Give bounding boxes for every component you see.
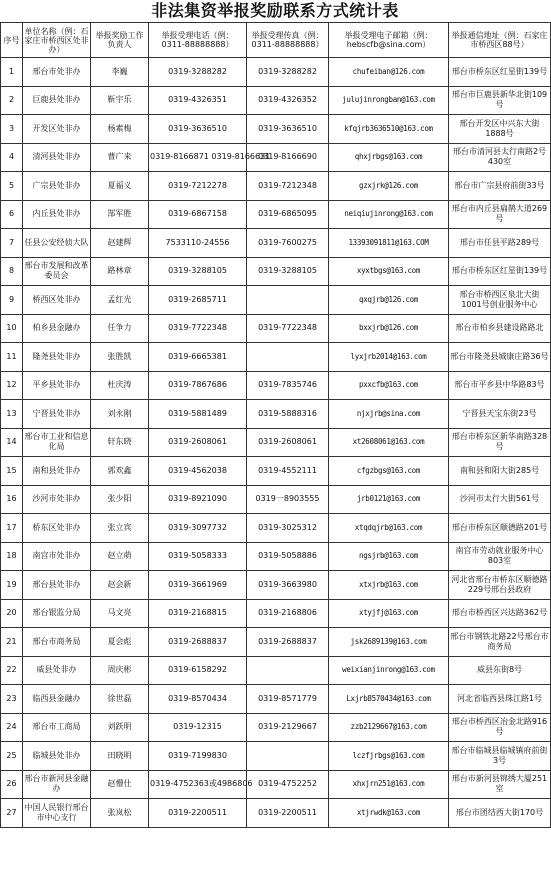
phone-number: 0319-8570434 — [149, 685, 247, 714]
unit-name: 沙河市处非办 — [23, 485, 91, 514]
row-number: 14 — [1, 428, 23, 457]
phone-number: 0319-2168815 — [149, 599, 247, 628]
mailing-address: 邢台市新河县锦绣大厦251室 — [449, 770, 551, 799]
contact-person: 张少阳 — [91, 485, 149, 514]
email-address: julujinrongban@163.com — [329, 86, 449, 115]
unit-name: 邢台市工商局 — [23, 713, 91, 742]
fax-number: 0319-4752252 — [247, 770, 329, 799]
table-row — [1, 713, 551, 742]
contact-person: 夏会彪 — [91, 628, 149, 657]
email-address: xtqdqjrb@163.com — [329, 514, 449, 543]
email-address: zzb2129667@163.com — [329, 713, 449, 742]
contact-person: 马文亮 — [91, 599, 149, 628]
table-row — [1, 172, 551, 201]
contact-person: 赵懵仕 — [91, 770, 149, 799]
phone-number: 0319-3097732 — [149, 514, 247, 543]
fax-number: 0319-4552111 — [247, 457, 329, 486]
contact-person: 任争力 — [91, 314, 149, 343]
email-address: xtxjrb@163.com — [329, 571, 449, 600]
mailing-address: 邢台市临城县临城镇府前街3号 — [449, 742, 551, 771]
row-number: 15 — [1, 457, 23, 486]
phone-number: 0319-2688837 — [149, 628, 247, 657]
mailing-address: 邢台市桥西区泉北大街1001号创业服务中心 — [449, 286, 551, 315]
mailing-address: 河北省邢台市桥东区顺德路229号邢台县政府 — [449, 571, 551, 600]
contact-person: 杜庆涛 — [91, 371, 149, 400]
phone-number: 0319-8921090 — [149, 485, 247, 514]
phone-number: 0319-5058333 — [149, 542, 247, 571]
contact-person: 徐世磊 — [91, 685, 149, 714]
email-address: xyxtbgs@163.com — [329, 257, 449, 286]
email-address: gzxjrk@126.com — [329, 172, 449, 201]
unit-name: 巨鹿县处非办 — [23, 86, 91, 115]
table-row — [1, 286, 551, 315]
unit-name: 桥东区处非办 — [23, 514, 91, 543]
unit-name: 南和县处非办 — [23, 457, 91, 486]
phone-number: 7533110-24556 — [149, 229, 247, 258]
email-address: xt2608061@163.com — [329, 428, 449, 457]
table-row — [1, 685, 551, 714]
mailing-address: 邢台市桥西区冶金北路916号 — [449, 713, 551, 742]
mailing-address: 邢台市平乡县中华路83号 — [449, 371, 551, 400]
mailing-address: 邢台市柏乡县建设路路北 — [449, 314, 551, 343]
row-number: 16 — [1, 485, 23, 514]
unit-name: 临城县处非办 — [23, 742, 91, 771]
phone-number: 0319-6665381 — [149, 343, 247, 372]
header-address: 举报通信地址（例：石家庄市桥西区88号） — [449, 23, 551, 58]
email-address: xtyjfj@163.com — [329, 599, 449, 628]
unit-name: 桥西区处非办 — [23, 286, 91, 315]
table-row — [1, 571, 551, 600]
fax-number — [247, 343, 329, 372]
contact-person: 刘跃明 — [91, 713, 149, 742]
table-row — [1, 542, 551, 571]
phone-number: 0319-4326351 — [149, 86, 247, 115]
phone-number: 0319-3636510 — [149, 115, 247, 144]
contact-table — [0, 22, 551, 828]
mailing-address: 河北省临西县珠江路1号 — [449, 685, 551, 714]
row-number: 20 — [1, 599, 23, 628]
row-number: 25 — [1, 742, 23, 771]
table-row — [1, 257, 551, 286]
contact-person: 靳宇乐 — [91, 86, 149, 115]
header-num: 序号 — [1, 23, 23, 58]
mailing-address: 邢台市钢铁北路22号邢台市商务局 — [449, 628, 551, 657]
email-address: chufeiban@126.com — [329, 58, 449, 87]
row-number: 3 — [1, 115, 23, 144]
unit-name: 任县公安经侦大队 — [23, 229, 91, 258]
row-number: 12 — [1, 371, 23, 400]
row-number: 5 — [1, 172, 23, 201]
table-row — [1, 115, 551, 144]
email-address: Lxjrb8570434@163.com — [329, 685, 449, 714]
table-row — [1, 58, 551, 87]
mailing-address: 邢台市桥东区新华南路328号 — [449, 428, 551, 457]
contact-person: 郜军胜 — [91, 200, 149, 229]
mailing-address: 邢台市任县平路289号 — [449, 229, 551, 258]
table-row — [1, 314, 551, 343]
email-address: xhxjrn251@163.com — [329, 770, 449, 799]
row-number: 24 — [1, 713, 23, 742]
unit-name: 邢台市商务局 — [23, 628, 91, 657]
unit-name: 南宫市处非办 — [23, 542, 91, 571]
header-fax: 举报受理传真（例：0311-88888888） — [247, 23, 329, 58]
phone-number: 0319-2200511 — [149, 799, 247, 828]
fax-number: 0319-7722348 — [247, 314, 329, 343]
fax-number: 0319-5058886 — [247, 542, 329, 571]
table-row — [1, 742, 551, 771]
mailing-address: 南宫市劳动就业服务中心803室 — [449, 542, 551, 571]
email-address: jsk2689139@163.com — [329, 628, 449, 657]
fax-number: 0319一8903555 — [247, 485, 329, 514]
mailing-address: 邢台市桥西区兴达路362号 — [449, 599, 551, 628]
fax-number: 0319-2200511 — [247, 799, 329, 828]
phone-number: 0319-4752363或4986806 — [149, 770, 247, 799]
fax-number: 0319-8166690 — [247, 143, 329, 172]
row-number: 4 — [1, 143, 23, 172]
table-row — [1, 200, 551, 229]
mailing-address: 沙河市太行大街561号 — [449, 485, 551, 514]
phone-number: 0319-7867686 — [149, 371, 247, 400]
fax-number: 0319-4326352 — [247, 86, 329, 115]
header-row — [1, 23, 551, 58]
table-row — [1, 343, 551, 372]
table-row — [1, 599, 551, 628]
email-address: qhxjrbgs@163.com — [329, 143, 449, 172]
table-row — [1, 143, 551, 172]
email-address: kfqjrb3636510@163.com — [329, 115, 449, 144]
table-row — [1, 656, 551, 685]
email-address: 13393091811@163.COM — [329, 229, 449, 258]
email-address: qxqjrb@126.com — [329, 286, 449, 315]
header-tel: 举报受理电话（例：0311-88888888） — [149, 23, 247, 58]
table-row — [1, 400, 551, 429]
row-number: 18 — [1, 542, 23, 571]
row-number: 11 — [1, 343, 23, 372]
fax-number: 0319-3288282 — [247, 58, 329, 87]
contact-person: 刘永刚 — [91, 400, 149, 429]
row-number: 22 — [1, 656, 23, 685]
header-unit: 单位名称（例：石家庄市桥西区处非办） — [23, 23, 91, 58]
contact-person: 赵会新 — [91, 571, 149, 600]
fax-number: 0319-7835746 — [247, 371, 329, 400]
unit-name: 宁晋县处非办 — [23, 400, 91, 429]
mailing-address: 邢台市清河县太行南路2号430室 — [449, 143, 551, 172]
phone-number: 0319-2685711 — [149, 286, 247, 315]
contact-person: 路林章 — [91, 257, 149, 286]
phone-number: 0319-8166871 0319-8166631 — [149, 143, 247, 172]
contact-person: 郭欢鑫 — [91, 457, 149, 486]
table-row — [1, 86, 551, 115]
contact-person: 杨素梅 — [91, 115, 149, 144]
fax-number: 0319-8571779 — [247, 685, 329, 714]
phone-number: 0319-3661969 — [149, 571, 247, 600]
email-address: njxjrb@sina.com — [329, 400, 449, 429]
mailing-address: 邢台市团结西大街170号 — [449, 799, 551, 828]
row-number: 1 — [1, 58, 23, 87]
email-address: jrb0121@163.com — [329, 485, 449, 514]
mailing-address: 宁晋县天宝东街23号 — [449, 400, 551, 429]
contact-person: 张岚松 — [91, 799, 149, 828]
header-person: 举报奖励工作负责人 — [91, 23, 149, 58]
row-number: 8 — [1, 257, 23, 286]
unit-name: 邢台市发展和改革委员会 — [23, 257, 91, 286]
phone-number: 0319-4562038 — [149, 457, 247, 486]
email-address: weixianjinrong@163.com — [329, 656, 449, 685]
row-number: 21 — [1, 628, 23, 657]
phone-number: 0319-7212278 — [149, 172, 247, 201]
unit-name: 隆尧县处非办 — [23, 343, 91, 372]
email-address: bxxjrb@126.com — [329, 314, 449, 343]
unit-name: 平乡县处非办 — [23, 371, 91, 400]
row-number: 7 — [1, 229, 23, 258]
contact-person: 李巍 — [91, 58, 149, 87]
row-number: 19 — [1, 571, 23, 600]
contact-person: 张立宾 — [91, 514, 149, 543]
fax-number — [247, 656, 329, 685]
unit-name: 邢台县处非办 — [23, 571, 91, 600]
fax-number: 0319-3636510 — [247, 115, 329, 144]
fax-number: 0319-5888316 — [247, 400, 329, 429]
mailing-address: 威县东街8号 — [449, 656, 551, 685]
contact-person: 张胜凯 — [91, 343, 149, 372]
mailing-address: 邢台市桥东区红星街139号 — [449, 257, 551, 286]
table-row — [1, 514, 551, 543]
email-address: ngsjrb@163.com — [329, 542, 449, 571]
row-number: 6 — [1, 200, 23, 229]
row-number: 27 — [1, 799, 23, 828]
email-address: neiqiujinrong@163.com — [329, 200, 449, 229]
unit-name: 柏乡县金融办 — [23, 314, 91, 343]
table-row — [1, 485, 551, 514]
phone-number: 0319-5881489 — [149, 400, 247, 429]
table-row — [1, 628, 551, 657]
phone-number: 0319-7199830 — [149, 742, 247, 771]
contact-person: 周庆彬 — [91, 656, 149, 685]
row-number: 9 — [1, 286, 23, 315]
fax-number: 0319-3663980 — [247, 571, 329, 600]
phone-number: 0319-6158292 — [149, 656, 247, 685]
mailing-address: 邢台市广宗县府前街33号 — [449, 172, 551, 201]
phone-number: 0319-3288282 — [149, 58, 247, 87]
mailing-address: 邢台开发区中兴东大街1888号 — [449, 115, 551, 144]
unit-name: 邢台市工业和信息化局 — [23, 428, 91, 457]
contact-person: 夏福义 — [91, 172, 149, 201]
header-email: 举报受理电子邮箱（例：hebscfb@sina.com） — [329, 23, 449, 58]
fax-number: 0319-2688837 — [247, 628, 329, 657]
unit-name: 威县处非办 — [23, 656, 91, 685]
phone-number: 0319-2608061 — [149, 428, 247, 457]
email-address: lczfjrbgs@163.com — [329, 742, 449, 771]
unit-name: 中国人民银行邢台市中心支行 — [23, 799, 91, 828]
email-address: cfgzbgs@163.com — [329, 457, 449, 486]
email-address: xtjrwdk@163.com — [329, 799, 449, 828]
fax-number: 0319-3025312 — [247, 514, 329, 543]
mailing-address: 南和县和阳大街285号 — [449, 457, 551, 486]
row-number: 13 — [1, 400, 23, 429]
mailing-address: 邢台市桥东区红星街139号 — [449, 58, 551, 87]
mailing-address: 邢台市内丘县扁鹊大道269号 — [449, 200, 551, 229]
row-number: 17 — [1, 514, 23, 543]
fax-number: 0319-3288105 — [247, 257, 329, 286]
table-row — [1, 229, 551, 258]
fax-number — [247, 286, 329, 315]
email-address: lyxjrb2014@163.com — [329, 343, 449, 372]
row-number: 23 — [1, 685, 23, 714]
fax-number: 0319-2168806 — [247, 599, 329, 628]
contact-person: 孟红光 — [91, 286, 149, 315]
contact-person: 田晓明 — [91, 742, 149, 771]
table-row — [1, 428, 551, 457]
fax-number: 0319-2129667 — [247, 713, 329, 742]
contact-person: 轩东晓 — [91, 428, 149, 457]
contact-person: 曹广来 — [91, 143, 149, 172]
mailing-address: 邢台市巨鹿县新华北街109号 — [449, 86, 551, 115]
table-row — [1, 799, 551, 828]
contact-person: 赵立萌 — [91, 542, 149, 571]
row-number: 10 — [1, 314, 23, 343]
unit-name: 广宗县处非办 — [23, 172, 91, 201]
unit-name: 邢台银监分局 — [23, 599, 91, 628]
row-number: 26 — [1, 770, 23, 799]
unit-name: 开发区处非办 — [23, 115, 91, 144]
fax-number: 0319-2608061 — [247, 428, 329, 457]
table-row — [1, 457, 551, 486]
row-number: 2 — [1, 86, 23, 115]
mailing-address: 邢台市桥东区顺德路201号 — [449, 514, 551, 543]
table-row — [1, 371, 551, 400]
unit-name: 邢台市新河县金融办 — [23, 770, 91, 799]
mailing-address: 邢台市隆尧县城康庄路36号 — [449, 343, 551, 372]
phone-number: 0319-6867158 — [149, 200, 247, 229]
phone-number: 0319-7722348 — [149, 314, 247, 343]
table-row — [1, 770, 551, 799]
unit-name: 内丘县处非办 — [23, 200, 91, 229]
email-address: pxxcfb@163.com — [329, 371, 449, 400]
fax-number: 0319-7600275 — [247, 229, 329, 258]
unit-name: 临西县金融办 — [23, 685, 91, 714]
fax-number — [247, 742, 329, 771]
unit-name: 清河县处非办 — [23, 143, 91, 172]
fax-number: 0319-6865095 — [247, 200, 329, 229]
phone-number: 0319-3288105 — [149, 257, 247, 286]
phone-number: 0319-12315 — [149, 713, 247, 742]
page-title: 非法集资举报奖励联系方式统计表 — [151, 1, 399, 20]
unit-name: 邢台市处非办 — [23, 58, 91, 87]
fax-number: 0319-7212348 — [247, 172, 329, 201]
contact-person: 赵建辉 — [91, 229, 149, 258]
